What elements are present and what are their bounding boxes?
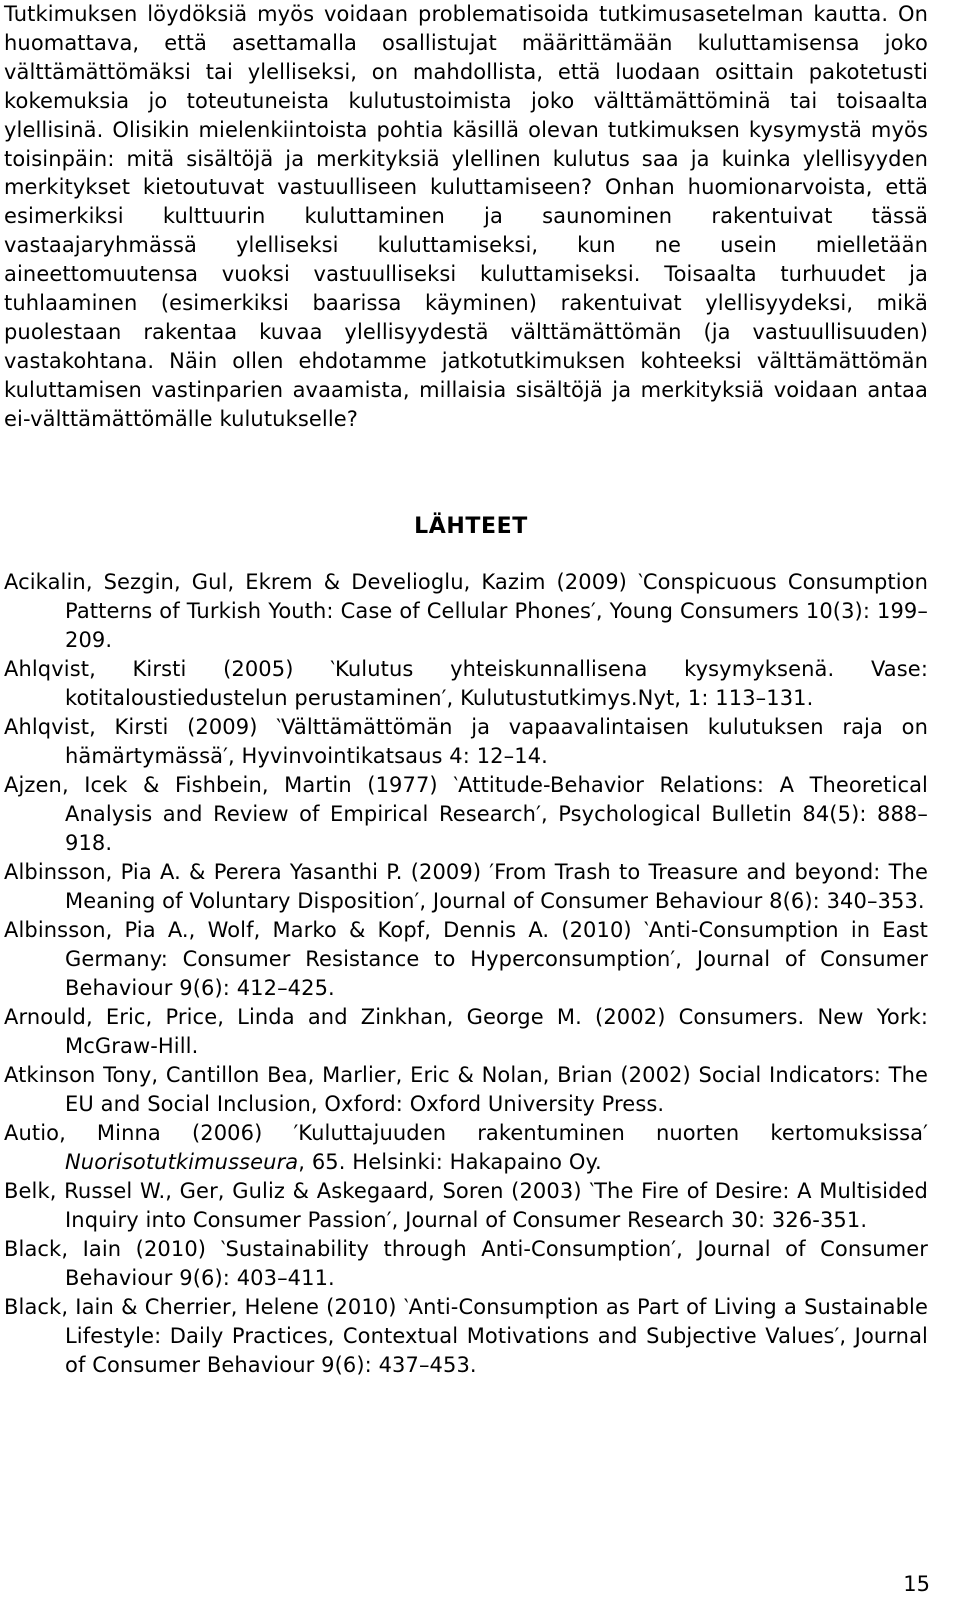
document-page	[4, 0, 928, 1380]
reference-item: Albinsson, Pia A., Wolf, Marko & Kopf, Dennis A. (2010) ‵Anti-Consumption in East Germany: Consumer Resistance to Hyperconsumption′, Journal of Consumer Behaviour 9(6): 412–425.	[4, 917, 928, 1000]
reference-item: Atkinson Tony, Cantillon Bea, Marlier, Eric & Nolan, Brian (2002) Social Indicators: The EU and Social Inclusion, Oxford: Oxford University Press.	[4, 1062, 928, 1116]
references-list	[4, 568, 928, 1380]
reference-text: Autio, Minna (2006) ′Kuluttajuuden rakentuminen nuorten kertomuksissa′	[4, 1120, 928, 1145]
reference-item-autio	[4, 1119, 928, 1177]
body-paragraph: Tutkimuksen löydöksiä myös voidaan problematisoida tutkimusasetelman kautta. On huomattava, että asettamalla osallistujat määrittämään kuluttamisensa joko välttämättömäksi tai ylelliseksi, on mahdollista, että luodaan osittain pakotetusti kokemuksia jo toteutuneista kulutustoimista joko välttämättöminä tai toisaalta ylellisinä. Olisikin mielenkiintoista pohtia käsillä olevan tutkimuksen kysymystä myös toisinpäin: mitä sisältöjä ja merkityksiä ylellinen kulutus saa ja kuinka ylellisyyden merkitykset kietoutuvat vastuulliseen kuluttamiseen? Onhan huomionarvoista, että esimerkiksi kulttuurin kuluttaminen ja saunominen rakentuivat tässä vastaajaryhmässä ylelliseksi kuluttamiseksi, kun ne usein mielletään aineettomuutensa vuoksi vastuulliseksi kuluttamiseksi. Toisaalta turhuudet ja tuhlaaminen (esimerkiksi baarissa käyminen) rakentuivat ylellisyydeksi, mikä puolestaan rakentaa kuvaa ylellisyydestä välttämättömän (ja vastuullisuuden) vastakohtana. Näin ollen ehdotamme jatkotutkimuksen kohteeksi välttämättömän kuluttamisen vastinparien avaamista, millaisia sisältöjä ja merkityksiä voidaan antaa ei-välttämättömälle kulutukselle?	[4, 2, 928, 431]
reference-text: , 65. Helsinki: Hakapaino Oy.	[298, 1149, 602, 1174]
reference-item: Arnould, Eric, Price, Linda and Zinkhan, George M. (2002) Consumers. New York: McGraw-Hill.	[4, 1004, 928, 1058]
reference-item: Ahlqvist, Kirsti (2005) ‵Kulutus yhteiskunnallisena kysymyksenä. Vase: kotitaloustiedustelun perustaminen′, Kulutustutkimys.Nyt, 1: 113–131.	[4, 656, 928, 710]
page-number: 15	[903, 1572, 930, 1596]
reference-item: Black, Iain (2010) ‵Sustainability through Anti-Consumption′, Journal of Consumer Behaviour 9(6): 403–411.	[4, 1236, 928, 1290]
reference-series-title: Nuorisotutkimusseura	[65, 1149, 299, 1174]
reference-item: Black, Iain & Cherrier, Helene (2010) ‵Anti-Consumption as Part of Living a Sustainable Lifestyle: Daily Practices, Contextual Motivations and Subjective Values′, Journal of Consumer Behaviour 9(6): 437–453.	[4, 1294, 928, 1377]
references-heading: LÄHTEET	[414, 513, 528, 539]
reference-item: Acikalin, Sezgin, Gul, Ekrem & Develioglu, Kazim (2009) ‵Conspicuous Consumption Patterns of Turkish Youth: Case of Cellular Phones′, Young Consumers 10(3): 199–209.	[4, 569, 928, 652]
reference-item: Albinsson, Pia A. & Perera Yasanthi P. (2009) ′From Trash to Treasure and beyond: The Meaning of Voluntary Disposition′, Journal of Consumer Behaviour 8(6): 340–353.	[4, 859, 928, 913]
reference-item: Belk, Russel W., Ger, Guliz & Askegaard, Soren (2003) ‵The Fire of Desire: A Multisided Inquiry into Consumer Passion′, Journal of Consumer Research 30: 326-351.	[4, 1178, 928, 1232]
reference-item: Ajzen, Icek & Fishbein, Martin (1977) ‵Attitude-Behavior Relations: A Theoretical Analysis and Review of Empirical Research′, Psychological Bulletin 84(5): 888–918.	[4, 772, 928, 855]
reference-item: Ahlqvist, Kirsti (2009) ‵Välttämättömän ja vapaavalintaisen kulutuksen raja on hämärtymässä′, Hyvinvointikatsaus 4: 12–14.	[4, 714, 928, 768]
